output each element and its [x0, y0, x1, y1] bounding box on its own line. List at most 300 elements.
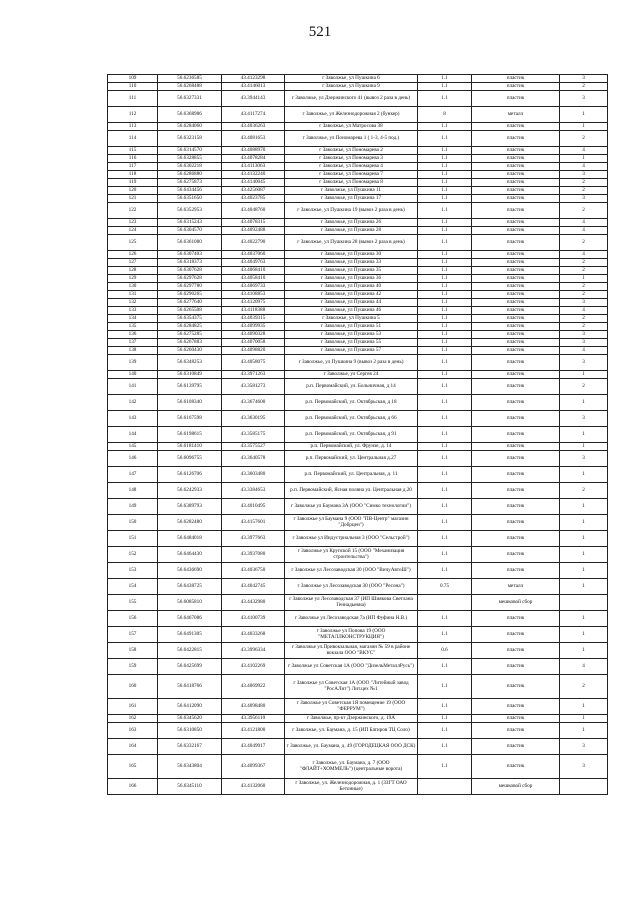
latitude-cell: 56.6286880	[158, 171, 222, 179]
longitude-cell: 43.4036263	[222, 123, 285, 131]
page-number: 521	[308, 24, 332, 40]
latitude-cell: 56.6354375	[158, 315, 222, 323]
latitude-cell: 56.6361080	[158, 235, 222, 251]
longitude-cell: 43.3603480	[222, 467, 285, 483]
table-row	[108, 195, 608, 203]
latitude-cell: 56.6267883	[158, 339, 222, 347]
address-cell: г Заволжье, ул Пушкина 19 (вывоз 2 раза в день)	[285, 203, 418, 219]
longitude-cell: 43.4132060	[222, 779, 285, 795]
row-number: 144	[108, 427, 158, 443]
longitude-cell: 43.3630195	[222, 411, 285, 427]
material-cell: пластик	[472, 755, 560, 779]
longitude-cell: 43.4132240	[222, 171, 285, 179]
longitude-cell: 43.3384653	[222, 483, 285, 499]
longitude-cell: 43.4069922	[222, 675, 285, 699]
address-cell: г Заволжье, ул Пушкина 30	[285, 251, 418, 259]
material-cell: пластик	[472, 123, 560, 131]
address-cell: г Заволжье ул Крупской 15 (ООО "Механизация строительства")	[285, 547, 418, 563]
longitude-cell: 43.4023785	[222, 195, 285, 203]
address-cell: г Заволжье, ул Пушкина 35	[285, 267, 418, 275]
latitude-cell: 56.6345620	[158, 715, 222, 723]
latitude-cell: 56.6343804	[158, 755, 222, 779]
address-cell: г Заволжье ул Индустриальная 3 (ООО "Сельстрой")	[285, 531, 418, 547]
material-cell: пластик	[472, 251, 560, 259]
volume-cell: 1.1	[418, 83, 472, 91]
table-row	[108, 163, 608, 171]
table-row	[108, 259, 608, 267]
longitude-cell: 43.4108853	[222, 291, 285, 299]
table-row	[108, 595, 608, 611]
table-row	[108, 83, 608, 91]
row-number: 131	[108, 291, 158, 299]
volume-cell: 1.1	[418, 235, 472, 251]
row-number: 134	[108, 315, 158, 323]
row-number: 163	[108, 723, 158, 739]
latitude-cell: 56.6096755	[158, 451, 222, 467]
row-number: 145	[108, 443, 158, 451]
table-row	[108, 227, 608, 235]
latitude-cell: 56.6198615	[158, 427, 222, 443]
material-cell: пластик	[472, 427, 560, 443]
table-row	[108, 323, 608, 331]
row-number: 161	[108, 699, 158, 715]
table-row	[108, 331, 608, 339]
latitude-cell: 56.6242933	[158, 483, 222, 499]
row-number: 119	[108, 179, 158, 187]
material-cell: пластик	[472, 291, 560, 299]
latitude-cell: 56.6323158	[158, 131, 222, 147]
row-number: 121	[108, 195, 158, 203]
longitude-cell: 43.4099935	[222, 323, 285, 331]
material-cell: пластик	[472, 83, 560, 91]
material-cell: пластик	[472, 723, 560, 739]
latitude-cell: 56.6282480	[158, 515, 222, 531]
material-cell: пластик	[472, 563, 560, 579]
row-number: 133	[108, 307, 158, 315]
row-number: 124	[108, 227, 158, 235]
address-cell: г Заволжье ул Лесозаводская 30 (ООО "ВичуАвтоШ")	[285, 563, 418, 579]
latitude-cell: 56.6139795	[158, 379, 222, 395]
count-cell: 2	[560, 267, 608, 275]
address-cell: г Заволжье, ул Пушкина 33	[285, 259, 418, 267]
material-cell: пластик	[472, 131, 560, 147]
volume-cell: 1.1	[418, 291, 472, 299]
count-cell: 3	[560, 75, 608, 83]
count-cell: 1	[560, 699, 608, 715]
address-cell: г Заволжье, ул Пономарева 4	[285, 163, 418, 171]
latitude-cell: 56.6284825	[158, 323, 222, 331]
latitude-cell: 56.6290265	[158, 291, 222, 299]
address-cell: г Заволжье ул Баумана 9 (ООО "ПВ-Центр" магазин "Добрцен")	[285, 515, 418, 531]
table-row	[108, 107, 608, 123]
table-row	[108, 179, 608, 187]
material-cell: пластик	[472, 395, 560, 411]
table-row	[108, 131, 608, 147]
longitude-cell: 43.4070058	[222, 339, 285, 347]
latitude-cell: 56.6436690	[158, 563, 222, 579]
longitude-cell: 43.4058410	[222, 275, 285, 283]
count-cell: 3	[560, 195, 608, 203]
volume-cell: 1.1	[418, 347, 472, 355]
latitude-cell: 56.6422815	[158, 643, 222, 659]
count-cell: 3	[560, 411, 608, 427]
address-cell: г Заволжье, пр-кт Дзержинского, д. 19А	[285, 715, 418, 723]
latitude-cell: 56.6425699	[158, 659, 222, 675]
volume-cell: 1.1	[418, 219, 472, 227]
count-cell: 2	[560, 291, 608, 299]
volume-cell: 1.1	[418, 515, 472, 531]
registry-table-body	[108, 75, 608, 795]
row-number: 166	[108, 779, 158, 795]
table-row	[108, 499, 608, 515]
volume-cell: 1.1	[418, 659, 472, 675]
volume-cell: 1.1	[418, 451, 472, 467]
latitude-cell: 56.6327331	[158, 91, 222, 107]
longitude-cell: 43.4092488	[222, 227, 285, 235]
material-cell: пластик	[472, 259, 560, 267]
address-cell: г Заволжье, ул Пушкина 28	[285, 227, 418, 235]
volume-cell: 1.1	[418, 355, 472, 371]
address-cell: г Заволжье, ул Пономарева 7	[285, 171, 418, 179]
row-number: 155	[108, 595, 158, 611]
latitude-cell: 56.6268488	[158, 83, 222, 91]
count-cell: 2	[560, 235, 608, 251]
count-cell: 3	[560, 91, 608, 107]
address-cell: г Заволжье ул.Привокзальная, магазин № 59 в районе вокзала ООО "ВКУС"	[285, 643, 418, 659]
longitude-cell: 43.3575527	[222, 443, 285, 451]
volume-cell: 1.1	[418, 627, 472, 643]
count-cell: 1	[560, 371, 608, 379]
row-number: 149	[108, 499, 158, 515]
latitude-cell: 56.6389793	[158, 499, 222, 515]
volume-cell: 1.1	[418, 275, 472, 283]
material-cell: пластик	[472, 163, 560, 171]
address-cell: г Заволжье ул Попова 19 (ООО "МЕТАЛЛКОНСТРУКЦИЯ")	[285, 627, 418, 643]
material-cell: пластик	[472, 699, 560, 715]
material-cell: пластик	[472, 643, 560, 659]
table-row	[108, 659, 608, 675]
latitude-cell: 56.6368986	[158, 107, 222, 123]
volume-cell: 1.1	[418, 675, 472, 699]
material-cell: пластик	[472, 179, 560, 187]
row-number: 139	[108, 355, 158, 371]
longitude-cell: 43.3585175	[222, 427, 285, 443]
volume-cell: 8	[418, 107, 472, 123]
count-cell	[560, 595, 608, 611]
row-number: 165	[108, 755, 158, 779]
volume-cell: 1.1	[418, 91, 472, 107]
longitude-cell: 43.4049917	[222, 739, 285, 755]
address-cell: г Заволжье, ул Пушкина 51	[285, 323, 418, 331]
volume-cell: 1.1	[418, 443, 472, 451]
count-cell	[560, 779, 608, 795]
table-row	[108, 451, 608, 467]
volume-cell: 1.1	[418, 563, 472, 579]
longitude-cell: 43.4157601	[222, 515, 285, 531]
volume-cell: 1.1	[418, 323, 472, 331]
latitude-cell: 56.6265508	[158, 307, 222, 315]
row-number: 109	[108, 75, 158, 83]
count-cell: 1	[560, 643, 608, 659]
material-cell: пластик	[472, 339, 560, 347]
volume-cell: 1.1	[418, 483, 472, 499]
material-cell: пластик	[472, 347, 560, 355]
material-cell: пластик	[472, 371, 560, 379]
row-number: 122	[108, 203, 158, 219]
address-cell: г Заволжье, ул Пушкина 40	[285, 283, 418, 291]
material-cell: пластик	[472, 275, 560, 283]
volume-cell: 1.1	[418, 339, 472, 347]
address-cell: г Заволжье, ул Пушкина 55	[285, 339, 418, 347]
row-number: 138	[108, 347, 158, 355]
material-cell: металл	[472, 579, 560, 595]
material-cell: пластик	[472, 443, 560, 451]
count-cell: 1	[560, 275, 608, 283]
table-row	[108, 251, 608, 259]
volume-cell: 1.1	[418, 467, 472, 483]
row-number: 141	[108, 379, 158, 395]
address-cell: г Заволжье, ул Пушкина 26	[285, 219, 418, 227]
longitude-cell: 43.3937080	[222, 547, 285, 563]
address-cell: г Заволжье, ул Пономарева 2	[285, 147, 418, 155]
count-cell: 1	[560, 515, 608, 531]
row-number: 156	[108, 611, 158, 627]
row-number: 150	[108, 515, 158, 531]
material-cell: пластик	[472, 91, 560, 107]
count-cell: 3	[560, 755, 608, 779]
table-row	[108, 675, 608, 699]
table-row	[108, 267, 608, 275]
count-cell: 2	[560, 379, 608, 395]
volume-cell: 1.1	[418, 187, 472, 195]
latitude-cell: 56.6332167	[158, 739, 222, 755]
row-number: 158	[108, 643, 158, 659]
count-cell: 1	[560, 611, 608, 627]
latitude-cell: 56.6167598	[158, 411, 222, 427]
material-cell: пластик	[472, 379, 560, 395]
table-row	[108, 627, 608, 643]
row-number: 113	[108, 123, 158, 131]
table-row	[108, 579, 608, 595]
material-cell: пластик	[472, 219, 560, 227]
volume-cell: 1.1	[418, 195, 472, 203]
table-row	[108, 171, 608, 179]
count-cell: 4	[560, 147, 608, 155]
row-number: 157	[108, 627, 158, 643]
count-cell: 1	[560, 107, 608, 123]
volume-cell: 1.1	[418, 179, 472, 187]
material-cell: пластик	[472, 195, 560, 203]
address-cell: г Заволжье, ул Пушкина 42	[285, 291, 418, 299]
count-cell: 2	[560, 203, 608, 219]
latitude-cell: 56.6315243	[158, 219, 222, 227]
count-cell: 4	[560, 227, 608, 235]
table-row	[108, 307, 608, 315]
row-number: 137	[108, 339, 158, 347]
material-cell: пластик	[472, 467, 560, 483]
material-cell: мешковой сбор	[472, 779, 560, 795]
volume-cell: 1.1	[418, 547, 472, 563]
row-number: 123	[108, 219, 158, 227]
address-cell: р.п. Первомайский, ул. Октябрьская, д 91	[285, 427, 418, 443]
table-row	[108, 443, 608, 451]
table-row	[108, 755, 608, 779]
volume-cell: 1.1	[418, 299, 472, 307]
longitude-cell: 43.3977663	[222, 531, 285, 547]
count-cell: 1	[560, 499, 608, 515]
address-cell: г Заволжье, ул Пономарева 8	[285, 179, 418, 187]
volume-cell: 1.1	[418, 739, 472, 755]
address-cell: г Заволжье, ул. Баумана, д. 7 (ООО "ФЛАЙТ+ХОММЕЛЬ") (центральные ворота)	[285, 755, 418, 779]
material-cell: пластик	[472, 235, 560, 251]
address-cell: р.п. Первомайский, ул. Октябрьская, д 18	[285, 395, 418, 411]
latitude-cell: 56.6310849	[158, 371, 222, 379]
address-cell: г Заволжье, ул Пушкина 53	[285, 331, 418, 339]
row-number: 153	[108, 563, 158, 579]
longitude-cell: 43.4113063	[222, 163, 285, 171]
table-row	[108, 531, 608, 547]
material-cell: пластик	[472, 299, 560, 307]
latitude-cell: 56.6236585	[158, 75, 222, 83]
table-row	[108, 371, 608, 379]
row-number: 146	[108, 451, 158, 467]
latitude-cell: 56.6304570	[158, 227, 222, 235]
volume-cell: 1.1	[418, 715, 472, 723]
count-cell: 1	[560, 547, 608, 563]
table-row	[108, 715, 608, 723]
address-cell: г Заволжье ул Советская 1Я помещение 19 (ООО "ФЕРРУМ")	[285, 699, 418, 715]
longitude-cell: 43.4088970	[222, 147, 285, 155]
volume-cell: 1.1	[418, 283, 472, 291]
longitude-cell: 43.3971263	[222, 371, 285, 379]
latitude-cell: 56.6438725	[158, 579, 222, 595]
longitude-cell: 43.4039315	[222, 315, 285, 323]
longitude-cell: 43.3944143	[222, 91, 285, 107]
count-cell: 4	[560, 251, 608, 259]
table-row	[108, 611, 608, 627]
latitude-cell: 56.6181410	[158, 443, 222, 451]
count-cell: 1	[560, 563, 608, 579]
volume-cell: 0.6	[418, 643, 472, 659]
volume-cell	[418, 595, 472, 611]
longitude-cell: 43.4123298	[222, 75, 285, 83]
material-cell: пластик	[472, 315, 560, 323]
volume-cell: 1.1	[418, 499, 472, 515]
table-row	[108, 123, 608, 131]
latitude-cell: 56.6464430	[158, 547, 222, 563]
table-row	[108, 427, 608, 443]
material-cell: пластик	[472, 147, 560, 155]
material-cell: пластик	[472, 531, 560, 547]
address-cell: г Заволжье ул Советская 1А (ООО "ДизельМеталлРусь")	[285, 659, 418, 675]
volume-cell: 1.1	[418, 315, 472, 323]
address-cell: г Заволжье ул Лесозаводская 7а (ИП Фуфина Н.В.)	[285, 611, 418, 627]
longitude-cell: 43.4146013	[222, 83, 285, 91]
row-number: 159	[108, 659, 158, 675]
latitude-cell: 56.6126706	[158, 467, 222, 483]
table-row	[108, 723, 608, 739]
latitude-cell: 56.6352953	[158, 203, 222, 219]
row-number: 130	[108, 283, 158, 291]
table-row	[108, 547, 608, 563]
longitude-cell: 43.4081653	[222, 131, 285, 147]
address-cell: г Заволжье, ул Пушкина 9	[285, 83, 418, 91]
table-row	[108, 739, 608, 755]
volume-cell: 1.1	[418, 723, 472, 739]
address-cell: г Заволжье ул Лесозаводская 30 (ООО "Ресона")	[285, 579, 418, 595]
longitude-cell: 43.4078284	[222, 155, 285, 163]
volume-cell: 1.1	[418, 331, 472, 339]
row-number: 147	[108, 467, 158, 483]
volume-cell: 1.1	[418, 251, 472, 259]
count-cell: 1	[560, 155, 608, 163]
table-row	[108, 203, 608, 219]
material-cell: пластик	[472, 323, 560, 331]
count-cell: 1	[560, 715, 608, 723]
longitude-cell: 43.4099367	[222, 755, 285, 779]
address-cell: г Заволжье ул Лесозаводская 37 (ИП Шиякова Светлана Геннадьевна)	[285, 595, 418, 611]
row-number: 129	[108, 275, 158, 283]
volume-cell: 1.1	[418, 755, 472, 779]
address-cell: г Заволжье, ул Пушкина 17	[285, 195, 418, 203]
volume-cell: 1.1	[418, 307, 472, 315]
material-cell: пластик	[472, 155, 560, 163]
latitude-cell: 56.6307628	[158, 267, 222, 275]
row-number: 110	[108, 83, 158, 91]
longitude-cell: 43.4432980	[222, 595, 285, 611]
row-number: 135	[108, 323, 158, 331]
row-number: 114	[108, 131, 158, 147]
address-cell: г Заволжье, ул Пушкина 11	[285, 187, 418, 195]
table-row	[108, 275, 608, 283]
table-row	[108, 467, 608, 483]
address-cell: г Заволжье ул Баумана 3А (ООО "Симко технологии")	[285, 499, 418, 515]
count-cell: 1	[560, 467, 608, 483]
material-cell: пластик	[472, 515, 560, 531]
count-cell: 2	[560, 675, 608, 699]
volume-cell: 1.1	[418, 75, 472, 83]
count-cell: 4	[560, 347, 608, 355]
volume-cell: 1.1	[418, 531, 472, 547]
table-row	[108, 75, 608, 83]
material-cell: пластик	[472, 355, 560, 371]
longitude-cell: 43.4118388	[222, 307, 285, 315]
material-cell: пластик	[472, 187, 560, 195]
longitude-cell: 43.4100739	[222, 611, 285, 627]
material-cell: пластик	[472, 483, 560, 499]
longitude-cell: 43.4049763	[222, 259, 285, 267]
address-cell: г Заволжье, ул Пономарева 1 ( 1-3, 4-5 под.)	[285, 131, 418, 147]
volume-cell: 1.1	[418, 699, 472, 715]
longitude-cell: 43.4140045	[222, 179, 285, 187]
address-cell: г Заволжье, ул Пушкина 28 (вывоз 2 раза в день)	[285, 235, 418, 251]
material-cell: пластик	[472, 451, 560, 467]
longitude-cell: 43.3956110	[222, 715, 285, 723]
row-number: 148	[108, 483, 158, 499]
longitude-cell: 43.3581273	[222, 379, 285, 395]
latitude-cell: 56.6297628	[158, 275, 222, 283]
address-cell: г Заволжье, ул Матросова 38	[285, 123, 418, 131]
latitude-cell: 56.6275285	[158, 331, 222, 339]
material-cell: пластик	[472, 307, 560, 315]
row-number: 136	[108, 331, 158, 339]
table-row	[108, 643, 608, 659]
volume-cell: 1.1	[418, 203, 472, 219]
volume-cell: 0.75	[418, 579, 472, 595]
longitude-cell: 43.4033268	[222, 627, 285, 643]
latitude-cell: 56.6434456	[158, 187, 222, 195]
volume-cell: 1.1	[418, 395, 472, 411]
